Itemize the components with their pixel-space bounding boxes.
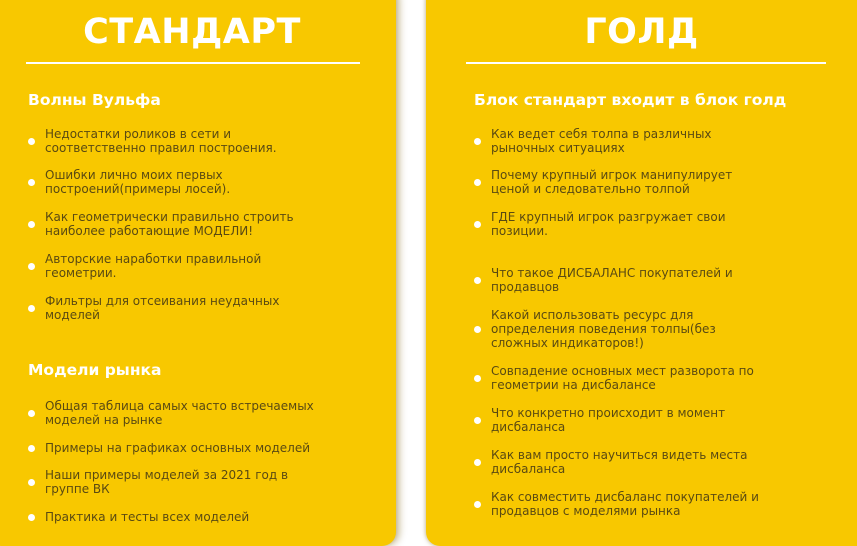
list-item-text: Как геометрически правильно строить наиболее работающие МОДЕЛИ! — [45, 210, 294, 238]
list-item-text: Авторские наработки правильной геометрии. — [45, 252, 262, 280]
title-divider — [466, 62, 826, 64]
list-item-text: Какой использовать ресурс для определения поведения толпы(без сложных индикаторов!) — [491, 308, 716, 350]
bullet-icon — [28, 138, 35, 145]
list-item-text: Почему крупный игрок манипулирует ценой и следовательно толпой — [491, 168, 733, 196]
list-item-text: Наши примеры моделей за 2021 год в группе ВК — [45, 468, 289, 496]
list-item-text: Практика и тесты всех моделей — [45, 510, 250, 524]
bullet-icon — [474, 417, 481, 424]
bullet-icon — [474, 138, 481, 145]
bullet-icon — [474, 375, 481, 382]
list-item-text: Общая таблица самых часто встречаемых моделей на рынке — [45, 399, 314, 427]
bullet-icon — [28, 479, 35, 486]
section-title-standard-included: Блок стандарт входит в блок голд — [474, 91, 787, 109]
section-title-wolfe-waves: Волны Вульфа — [28, 91, 161, 109]
tariff-card-standard — [0, 0, 396, 546]
bullet-icon — [28, 445, 35, 452]
tariff-card-gold — [426, 0, 857, 546]
list-item-text: Как вам просто научиться видеть места дисбаланса — [491, 448, 748, 476]
bullet-icon — [28, 221, 35, 228]
bullet-icon — [28, 305, 35, 312]
title-divider — [26, 62, 360, 64]
list-item-text: Что конкретно происходит в момент дисбаланса — [491, 406, 726, 434]
bullet-icon — [474, 277, 481, 284]
list-item-text: Как ведет себя толпа в различных рыночных ситуациях — [491, 127, 712, 155]
list-item-text: Ошибки лично моих первых построений(примеры лосей). — [45, 168, 231, 196]
list-item-text: Что такое ДИСБАЛАНС покупателей и продавцов — [491, 266, 733, 294]
list-item-text: Примеры на графиках основных моделей — [45, 441, 311, 455]
list-item-text: Недостатки роликов в сети и соответственно правил построения. — [45, 127, 277, 155]
bullet-icon — [474, 221, 481, 228]
bullet-icon — [28, 263, 35, 270]
bullet-icon — [28, 179, 35, 186]
card-title: СТАНДАРТ — [83, 12, 301, 52]
bullet-icon — [474, 326, 481, 333]
list-item-text: Фильтры для отсеивания неудачных моделей — [45, 294, 280, 322]
list-item-text: Как совместить дисбаланс покупателей и продавцов с моделями рынка — [491, 490, 759, 518]
card-title: ГОЛД — [584, 12, 699, 52]
bullet-icon — [28, 514, 35, 521]
list-item-text: ГДЕ крупный игрок разгружает свои позиции. — [491, 210, 726, 238]
bullet-icon — [474, 459, 481, 466]
list-item-text: Совпадение основных мест разворота по геометрии на дисбалансе — [491, 364, 754, 392]
section-title-market-models: Модели рынка — [28, 361, 162, 379]
bullet-icon — [474, 501, 481, 508]
bullet-icon — [474, 179, 481, 186]
bullet-icon — [28, 410, 35, 417]
